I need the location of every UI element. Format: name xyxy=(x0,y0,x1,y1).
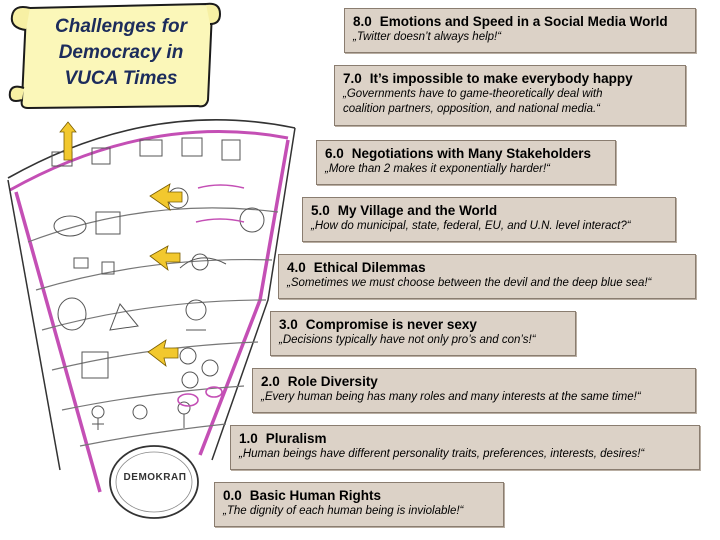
level-number: 5.0 xyxy=(311,203,330,218)
level-number: 1.0 xyxy=(239,431,258,446)
level-title: Emotions and Speed in a Social Media World xyxy=(379,14,668,29)
level-heading xyxy=(261,373,687,390)
level-number: 8.0 xyxy=(353,14,372,29)
level-heading xyxy=(311,202,667,219)
level-quote: „More than 2 makes it exponentially harder!“ xyxy=(325,163,550,175)
level-title: It’s impossible to make everybody happy xyxy=(369,71,633,86)
level-title: Role Diversity xyxy=(287,374,378,389)
level-box-6 xyxy=(316,140,616,185)
title-line: Democracy in xyxy=(58,42,184,63)
level-box-4 xyxy=(278,254,696,299)
level-heading xyxy=(325,145,607,162)
level-box-5 xyxy=(302,197,676,242)
level-title: Negotiations with Many Stakeholders xyxy=(351,146,592,161)
level-quote: „Governments have to game-theoretically deal with xyxy=(343,88,603,100)
level-title: Basic Human Rights xyxy=(249,488,382,503)
level-quote: „Sometimes we must choose between the devil and the deep blue sea!“ xyxy=(287,277,652,289)
level-quote: „The dignity of each human being is inviolable!“ xyxy=(223,505,464,517)
level-heading xyxy=(279,316,567,333)
level-title: Compromise is never sexy xyxy=(305,317,477,332)
level-heading xyxy=(223,487,495,504)
level-box-1 xyxy=(230,425,700,470)
center-label: DEMOKRAΠ xyxy=(123,472,187,483)
level-title: Pluralism xyxy=(265,431,327,446)
level-number: 4.0 xyxy=(287,260,306,275)
level-number: 7.0 xyxy=(343,71,362,86)
level-box-0 xyxy=(214,482,504,527)
level-box-2 xyxy=(252,368,696,413)
level-heading xyxy=(287,259,687,276)
level-heading xyxy=(343,70,677,87)
level-number: 2.0 xyxy=(261,374,280,389)
level-quote: „Every human being has many roles and many interests at the same time!“ xyxy=(261,391,641,403)
title-line: Challenges for xyxy=(55,16,187,37)
level-quote: coalition partners, opposition, and national media.“ xyxy=(343,103,600,115)
level-quote: „Decisions typically have not only pro’s and con’s!“ xyxy=(279,334,536,346)
level-title: My Village and the World xyxy=(337,203,498,218)
title-line: VUCA Times xyxy=(64,68,178,89)
level-number: 6.0 xyxy=(325,146,344,161)
page-title xyxy=(36,14,206,92)
level-heading xyxy=(239,430,691,447)
level-quote: „Twitter doesn’t always help!“ xyxy=(353,31,502,43)
level-number: 0.0 xyxy=(223,488,242,503)
level-box-8 xyxy=(344,8,696,53)
level-box-3 xyxy=(270,311,576,356)
level-box-7 xyxy=(334,65,686,126)
level-heading xyxy=(353,13,687,30)
level-quote: „Human beings have different personality traits, preferences, interests, desires!“ xyxy=(239,448,645,460)
level-number: 3.0 xyxy=(279,317,298,332)
level-title: Ethical Dilemmas xyxy=(313,260,426,275)
level-quote: „How do municipal, state, federal, EU, and U.N. level interact?“ xyxy=(311,220,631,232)
